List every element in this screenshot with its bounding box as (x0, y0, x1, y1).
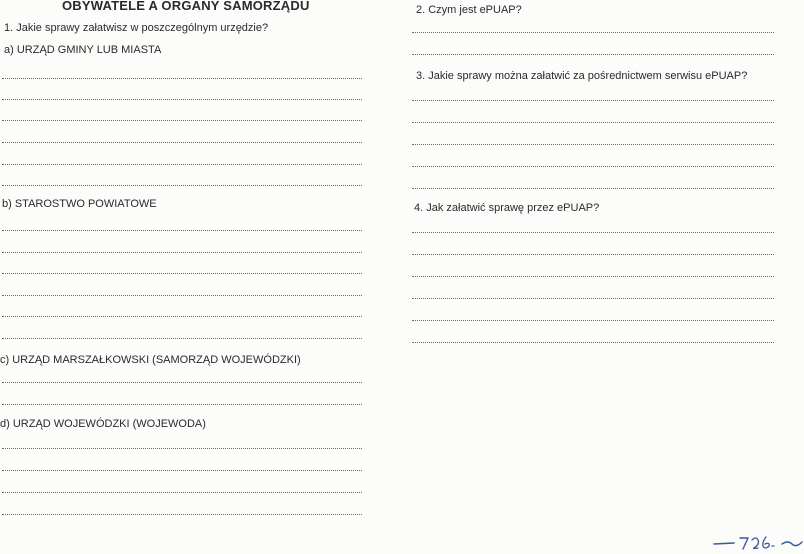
answer-line (412, 254, 774, 255)
question-1: 1. Jakie sprawy załatwisz w poszczególnym urzędzie? (4, 22, 269, 34)
answer-line (2, 273, 362, 274)
answer-line (2, 99, 362, 100)
answer-line (412, 166, 774, 167)
answer-line (2, 514, 362, 515)
answer-line (2, 120, 362, 121)
section-a-label: a) URZĄD GMINY LUB MIASTA (4, 44, 162, 56)
answer-line (2, 316, 362, 317)
answer-line (2, 252, 362, 253)
answer-line (2, 338, 362, 339)
answer-line (412, 342, 774, 343)
answer-line (2, 142, 362, 143)
question-2: 2. Czym jest ePUAP? (416, 4, 522, 16)
answer-line (412, 100, 774, 101)
answer-line (2, 492, 362, 493)
answer-line (412, 188, 774, 189)
answer-line (412, 54, 774, 55)
section-c-label: c) URZĄD MARSZAŁKOWSKI (SAMORZĄD WOJEWÓDZKI) (0, 354, 301, 366)
section-d-label: d) URZĄD WOJEWÓDZKI (WOJEWODA) (0, 418, 206, 430)
answer-line (412, 320, 774, 321)
handwritten-signature (712, 530, 804, 554)
answer-line (412, 232, 774, 233)
answer-line (2, 164, 362, 165)
question-4: 4. Jak załatwić sprawę przez ePUAP? (414, 202, 600, 214)
answer-line (412, 122, 774, 123)
answer-line (412, 298, 774, 299)
answer-line (412, 144, 774, 145)
section-b-label: b) STAROSTWO POWIATOWE (2, 198, 157, 210)
page-title: OBYWATELE A ORGANY SAMORZĄDU (62, 0, 310, 13)
answer-line (2, 448, 362, 449)
answer-line (2, 78, 362, 79)
question-3: 3. Jakie sprawy można załatwić za pośrednictwem serwisu ePUAP? (416, 70, 748, 82)
answer-line (412, 276, 774, 277)
answer-line (2, 185, 362, 186)
answer-line (2, 230, 362, 231)
answer-line (2, 404, 362, 405)
answer-line (2, 470, 362, 471)
answer-line (412, 32, 774, 33)
answer-line (2, 295, 362, 296)
answer-line (2, 382, 362, 383)
